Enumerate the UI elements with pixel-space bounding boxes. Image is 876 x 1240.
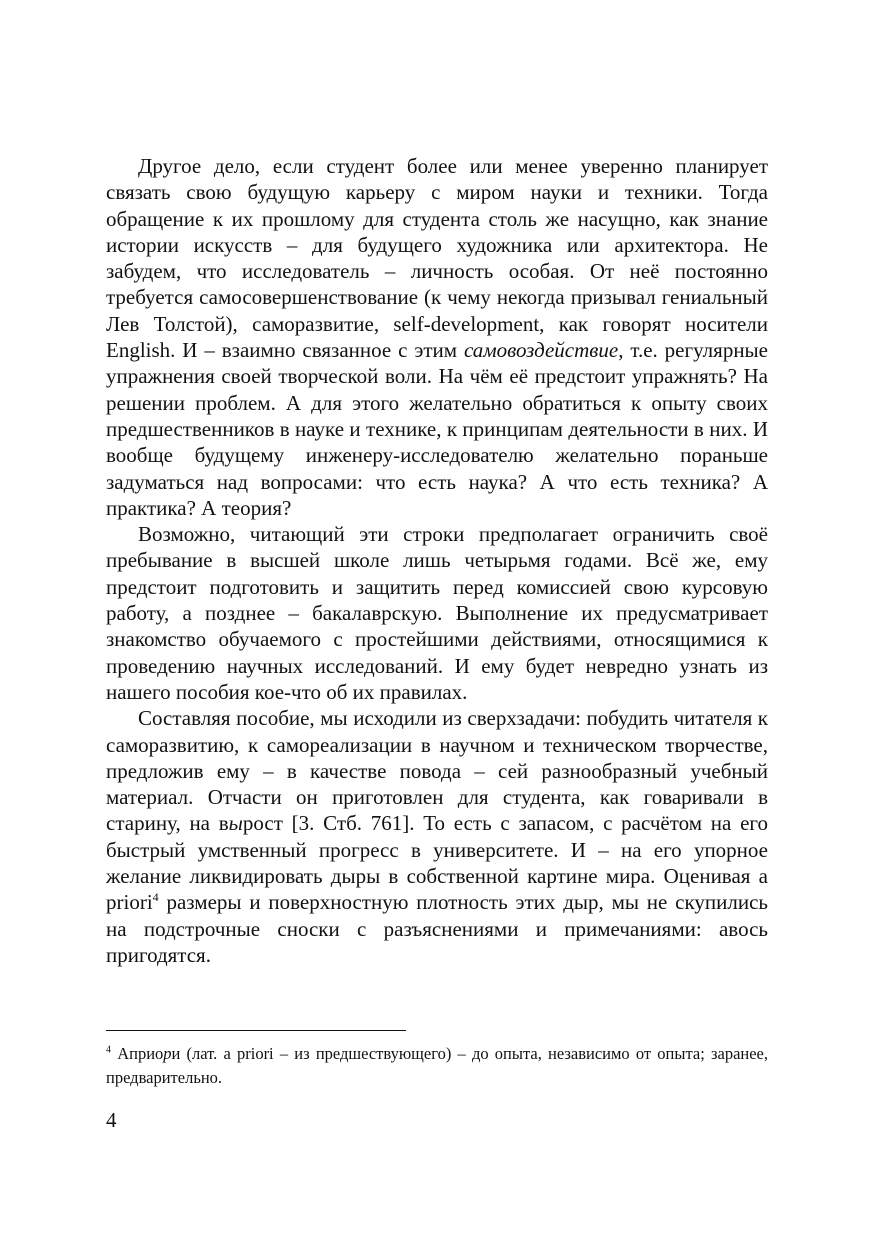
footnote-reference[interactable]: 4 bbox=[152, 890, 159, 905]
paragraph-3 bbox=[106, 705, 768, 968]
footnote bbox=[106, 1042, 768, 1090]
paragraph-3-text-c: размеры и поверхностную плотность этих дыр, мы не скупились на подстрочные сноски с разъяснениями и примечаниями: авось пригодятся. bbox=[106, 890, 768, 967]
footnote-stress-letter: р bbox=[163, 1044, 172, 1063]
paragraph-3-text-a: Составляя пособие, мы исходили из сверхзадачи: побудить читателя к саморазвитию, к самореализации в научном и техническом творчестве, предложив ему – в качестве повода – сей разнообразный учебный материал. Отчасти он приготовлен для студента, как говаривали в старину, на в bbox=[106, 706, 768, 836]
footnote-text-a: Априо bbox=[111, 1044, 164, 1063]
paragraph-1-italic-term: самовоздействие bbox=[463, 338, 619, 363]
paragraph-1-text-b: , т.е. регулярные упражнения своей творческой воли. На чём её предстоит упражнять? На решении проблем. А для этого желательно обратиться к опыту своих предшественников в науке и технике, к принципам деятельности в них. И вообще будущему инженеру-исследователю желательно пораньше задуматься над вопросами: что есть наука? А что есть техника? А практика? А теория? bbox=[106, 338, 768, 520]
paragraph-1-text-a: Другое дело, если студент более или менее уверенно планирует связать свою будущую карьеру с миром науки и техники. Тогда обращение к их прошлому для студента столь же насущно, как знание истории искусств – для будущего художника или архитектора. Не забудем, что исследователь – личность особая. От неё постоянно требуется самосовершенствование (к чему некогда призывал гениальный Лев Толстой), саморазвитие, self-development, как говорят носители English. И – взаимно связанное с этим bbox=[106, 154, 768, 363]
paragraph-3-stress-letter: ы bbox=[228, 811, 243, 836]
main-text bbox=[106, 153, 768, 968]
page-number: 4 bbox=[106, 1108, 117, 1132]
paragraph-2: Возможно, читающий эти строки предполагает ограничить своё пребывание в высшей школе лишь четырьмя годами. Всё же, ему предстоит подготовить и защитить перед комиссией свою курсовую работу, а позднее – бакалаврскую. Выполнение их предусматривает знакомство обучаемого с простейшими действиями, относящимися к проведению научных исследований. И ему будет невредно узнать из нашего пособия кое-что об их правилах. bbox=[106, 522, 768, 704]
footnote-separator bbox=[106, 1030, 406, 1031]
paragraph-1 bbox=[106, 153, 768, 521]
paragraph-3-text-b: рост [3. Стб. 761]. То есть с запасом, с расчётом на его быстрый умственный прогресс в университете. И – на его упорное желание ликвидировать дыры в собственной картине мира. Оценивая a priori bbox=[106, 811, 768, 915]
footnote-text-b: и (лат. a priori – из предшествующего) – до опыта, независимо от опыта; заранее, предварительно. bbox=[106, 1044, 769, 1087]
footnote-mark: 4 bbox=[106, 1044, 111, 1056]
